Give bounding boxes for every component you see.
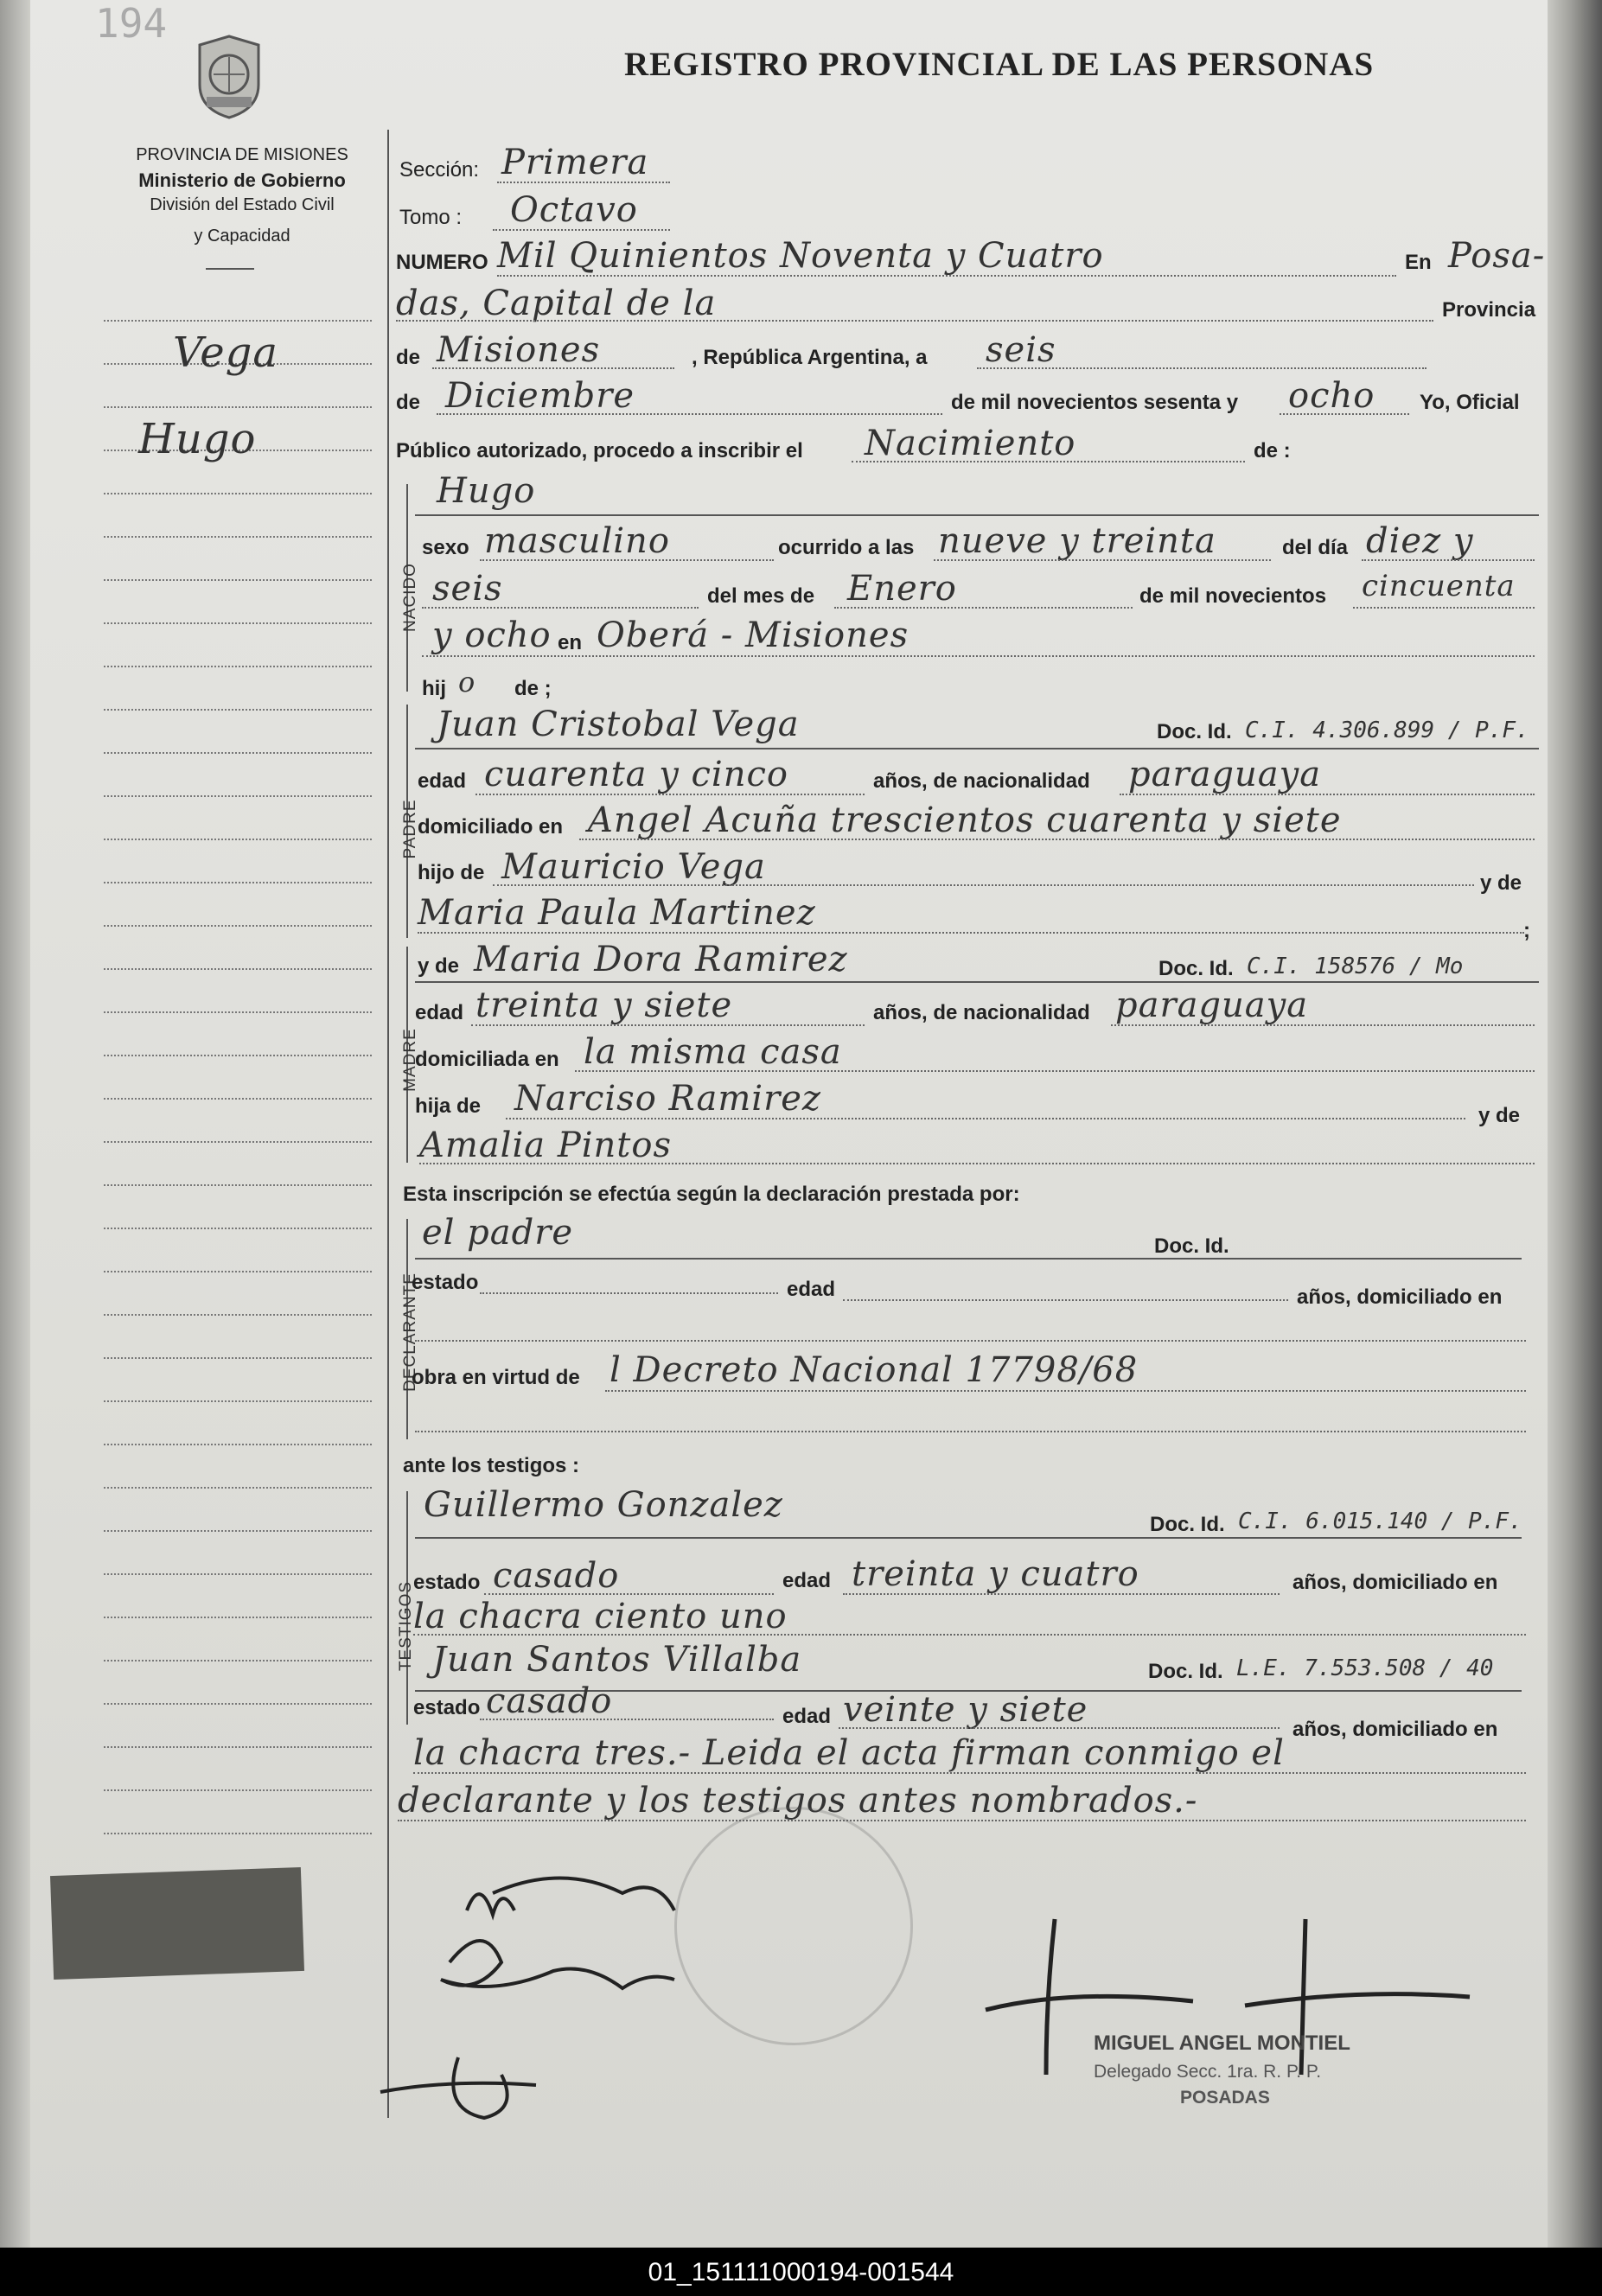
- field-line: [605, 1390, 1526, 1392]
- declarante-nombre: el padre: [422, 1213, 574, 1253]
- padre-nombre: Juan Cristobal Vega: [437, 705, 800, 744]
- field-line: [480, 1719, 774, 1720]
- padre-edad-value: cuarenta y cinco: [484, 755, 788, 794]
- declarante-estado-label: estado: [412, 1271, 479, 1294]
- anio-nac-cont: y ocho: [432, 615, 552, 655]
- field-line: [575, 1070, 1535, 1072]
- padre-yde-label: y de: [1480, 871, 1522, 895]
- padre-dom-label: domiciliado en: [418, 815, 564, 839]
- name-rule: [415, 1258, 1522, 1260]
- testigo2-dom-value: la chacra tres.- Leida el acta firman conmigo el: [413, 1733, 1285, 1773]
- field-line: [413, 1772, 1526, 1774]
- de-semicolon-label: de ;: [514, 677, 552, 700]
- footer-id: 01_151111000194-001544: [648, 2258, 954, 2286]
- madre-nac-label: años, de nacionalidad: [873, 1001, 1090, 1024]
- testigo2-nombre: Juan Santos Villalba: [432, 1640, 802, 1680]
- field-line: [471, 1024, 865, 1026]
- signatures: [363, 1859, 1556, 2144]
- madre-nac-value: paraguaya: [1115, 985, 1309, 1025]
- madre-yde-label: y de: [418, 954, 460, 978]
- hijo-suffix: o: [458, 666, 476, 698]
- field-line: [497, 275, 1396, 277]
- field-line: [480, 1292, 778, 1294]
- tomo-value: Octavo: [510, 190, 638, 230]
- field-line: [437, 413, 942, 415]
- anio-nac-value: cincuenta: [1362, 569, 1516, 603]
- inscripcion-label: Esta inscripción se efectúa según la declaración prestada por:: [403, 1183, 1020, 1206]
- nacido-side-label: NACIDO: [401, 563, 419, 632]
- madre-doc-label: Doc. Id.: [1158, 957, 1234, 980]
- en-value: Posa-: [1448, 236, 1546, 276]
- name-rule: [415, 1537, 1522, 1539]
- testigo1-anos-label: años, domiciliado en: [1292, 1571, 1498, 1594]
- field-line: [398, 1820, 1526, 1821]
- yo-oficial-label: Yo, Oficial: [1420, 391, 1520, 414]
- tomo-label: Tomo :: [399, 206, 463, 229]
- de-label: de: [396, 346, 421, 369]
- sexo-value: masculino: [484, 521, 670, 561]
- seccion-label: Sección:: [399, 158, 480, 182]
- field-line: [484, 1593, 774, 1595]
- declarante-anos-label: años, domiciliado en: [1297, 1285, 1503, 1309]
- obra-label: obra en virtud de: [412, 1366, 580, 1389]
- testigo2-estado-value: casado: [486, 1681, 613, 1721]
- division-label: División del Estado Civil: [150, 195, 335, 214]
- field-line: [1353, 607, 1535, 609]
- province-label: PROVINCIA DE MISIONES: [136, 145, 348, 164]
- header-rule: [206, 268, 254, 270]
- testigo2-estado-label: estado: [413, 1696, 481, 1719]
- field-line: [852, 461, 1245, 462]
- closing-text: declarante y los testigos antes nombrados.-: [398, 1781, 1198, 1821]
- madre-yde2-label: y de: [1478, 1104, 1521, 1127]
- field-line: [432, 367, 674, 369]
- testigo1-edad-label: edad: [782, 1569, 832, 1592]
- declarante-side-label: DECLARANTE: [401, 1272, 419, 1392]
- footer-bar: [0, 2248, 1602, 2296]
- acto-value: Nacimiento: [865, 424, 1076, 463]
- field-line: [934, 559, 1271, 561]
- field-line: [1280, 413, 1409, 415]
- padre-nac-value: paraguaya: [1128, 755, 1322, 794]
- testigo1-estado-value: casado: [493, 1556, 620, 1596]
- margin-given-name: Hugo: [138, 415, 257, 463]
- madre-edad-value: treinta y siete: [475, 985, 733, 1025]
- testigos-side-label: TESTIGOS: [397, 1580, 415, 1672]
- testigo2-doc-label: Doc. Id.: [1148, 1660, 1223, 1683]
- field-line: [422, 607, 699, 609]
- field-line: [415, 1431, 1526, 1432]
- ministry-label: Ministerio de Gobierno: [138, 169, 346, 191]
- en-value-cont: das, Capital de la: [396, 284, 717, 323]
- ante-label: ante los testigos :: [403, 1454, 580, 1477]
- testigo1-doc-value: C.I. 6.015.140 / P.F.: [1238, 1508, 1522, 1534]
- padre-edad-label: edad: [418, 769, 467, 793]
- field-line: [1111, 1024, 1535, 1026]
- name-rule: [415, 514, 1539, 516]
- de-colon-label: de :: [1254, 439, 1291, 462]
- official-name: MIGUEL ANGEL MONTIEL: [1094, 2031, 1350, 2055]
- padre-doc-label: Doc. Id.: [1157, 720, 1232, 743]
- official-role: Delegado Secc. 1ra. R. P. P.: [1094, 2062, 1322, 2082]
- madre-hija-label: hija de: [415, 1094, 482, 1118]
- madre-padre-value: Narciso Ramirez: [514, 1079, 821, 1119]
- nacido-nombre: Hugo: [437, 471, 536, 511]
- field-line: [396, 320, 1433, 322]
- field-line: [497, 182, 670, 183]
- numero-value: Mil Quinientos Noventa y Cuatro: [497, 236, 1104, 276]
- page-number: 194: [95, 0, 168, 47]
- tape-residue: [50, 1867, 304, 1980]
- field-line: [579, 839, 1535, 840]
- testigo1-dom-value: la chacra ciento uno: [413, 1597, 788, 1636]
- field-line: [418, 932, 1524, 934]
- madre-doc-value: C.I. 158576 / Mo: [1247, 953, 1464, 979]
- declarante-edad-label: edad: [787, 1278, 836, 1301]
- republica-label: , República Argentina, a: [692, 346, 928, 369]
- padre-hijo-label: hijo de: [418, 861, 485, 884]
- en-label: En: [1405, 251, 1432, 274]
- testigo1-doc-label: Doc. Id.: [1150, 1513, 1225, 1536]
- field-line: [419, 1163, 1535, 1164]
- document-title: REGISTRO PROVINCIAL DE LAS PERSONAS: [624, 46, 1375, 83]
- testigo1-edad-value: treinta y cuatro: [852, 1554, 1139, 1594]
- mil-nov-label: de mil novecientos sesenta y: [951, 391, 1239, 414]
- provincia-label: Provincia: [1442, 298, 1536, 322]
- mes-nac-value: Enero: [847, 569, 957, 609]
- de2-label: de: [396, 391, 421, 414]
- madre-nombre: Maria Dora Ramirez: [474, 940, 848, 979]
- field-line: [422, 655, 1535, 657]
- padre-nac-label: años, de nacionalidad: [873, 769, 1090, 793]
- provincia-value: Misiones: [437, 330, 601, 370]
- mil-nov2-label: de mil novecientos: [1139, 584, 1327, 608]
- del-dia-label: del día: [1282, 536, 1349, 559]
- padre-side-label: PADRE: [401, 799, 419, 859]
- declarante-doc-label: Doc. Id.: [1154, 1234, 1229, 1258]
- padre-doc-value: C.I. 4.306.899 / P.F.: [1245, 718, 1529, 743]
- name-rule: [415, 748, 1539, 749]
- province-seal-icon: [195, 33, 264, 119]
- field-line: [480, 559, 774, 561]
- padre-dom-value: Angel Acuña trescientos cuarenta y siete: [588, 800, 1342, 840]
- field-line: [506, 1118, 1465, 1119]
- field-line: [475, 794, 865, 795]
- madre-side-label: MADRE: [401, 1028, 419, 1092]
- field-line: [839, 1727, 1280, 1729]
- field-line: [843, 1299, 1288, 1301]
- capacity-label: y Capacidad: [194, 226, 290, 246]
- official-place: POSADAS: [1180, 2088, 1270, 2108]
- numero-label: NUMERO: [396, 251, 488, 274]
- testigo2-anos-label: años, domiciliado en: [1292, 1718, 1498, 1741]
- seccion-value: Primera: [501, 143, 649, 182]
- anio-value: ocho: [1288, 376, 1375, 416]
- margin-surname: Vega: [173, 328, 279, 377]
- field-line: [977, 367, 1426, 369]
- semicolon-mark: ;: [1523, 919, 1530, 942]
- testigo2-doc-value: L.E. 7.553.508 / 40: [1236, 1655, 1494, 1681]
- testigo2-edad-value: veinte y siete: [843, 1690, 1088, 1730]
- field-line: [493, 884, 1474, 886]
- testigo1-nombre: Guillermo Gonzalez: [424, 1485, 783, 1525]
- field-line: [1120, 794, 1535, 795]
- dia-value: seis: [986, 330, 1056, 370]
- del-mes-label: del mes de: [707, 584, 815, 608]
- field-line: [415, 1340, 1526, 1342]
- hora-value: nueve y treinta: [938, 521, 1216, 561]
- madre-dom-label: domiciliada en: [415, 1048, 559, 1071]
- en2-label: en: [558, 631, 583, 654]
- column-divider: [387, 130, 389, 2118]
- field-line: [843, 1593, 1280, 1595]
- madre-madre-value: Amalia Pintos: [419, 1126, 672, 1165]
- field-line: [834, 607, 1133, 609]
- name-rule: [415, 981, 1539, 983]
- madre-dom-value: la misma casa: [584, 1032, 842, 1072]
- dia-nac-value: diez y: [1366, 521, 1474, 561]
- padre-madre-value: Maria Paula Martinez: [418, 893, 816, 933]
- field-line: [493, 229, 670, 231]
- mes-value: Diciembre: [445, 376, 635, 416]
- dia-nac-cont: seis: [432, 569, 503, 609]
- publico-label: Público autorizado, procedo a inscribir el: [396, 439, 803, 462]
- ocurrido-label: ocurrido a las: [778, 536, 915, 559]
- sexo-label: sexo: [422, 536, 469, 559]
- madre-edad-label: edad: [415, 1001, 464, 1024]
- obra-value: l Decreto Nacional 17798/68: [610, 1350, 1139, 1390]
- testigo1-estado-label: estado: [413, 1571, 481, 1594]
- lugar-value: Oberá - Misiones: [597, 615, 910, 655]
- hijo-label: hij: [422, 677, 446, 700]
- testigo2-edad-label: edad: [782, 1705, 832, 1728]
- field-line: [1362, 559, 1535, 561]
- padre-padre-value: Mauricio Vega: [501, 847, 766, 887]
- field-line: [413, 1634, 1526, 1636]
